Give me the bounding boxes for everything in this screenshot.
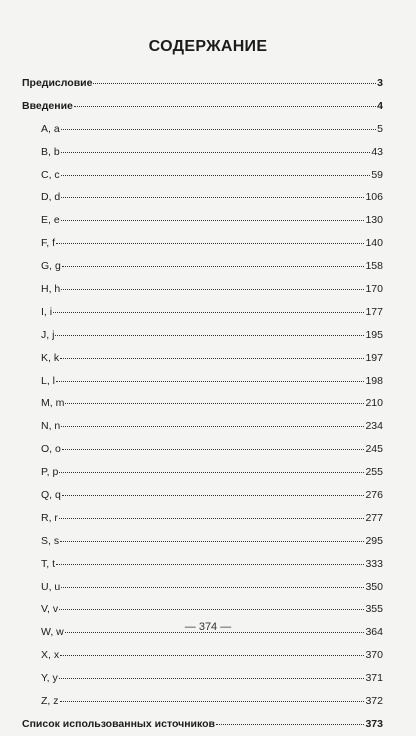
toc-entry-page-number: 197 [365, 351, 383, 364]
toc-entry-page-number: 210 [365, 397, 383, 410]
toc-entry-label: H, h [41, 283, 61, 296]
dot-leader [61, 220, 365, 221]
toc-entry-page-number: 364 [365, 626, 383, 639]
dot-leader [59, 678, 365, 679]
toc-entry-page-number: 198 [365, 374, 383, 387]
toc-entry-page-number: 234 [365, 420, 383, 433]
page-number: — 374 — [184, 621, 232, 633]
toc-entry [22, 576, 383, 599]
toc-entry-label: M, m [41, 397, 65, 410]
toc-entry-page-number: 370 [365, 649, 383, 662]
toc-entry [22, 278, 383, 301]
toc-entry [22, 301, 383, 324]
toc-entry-page-number: 277 [365, 511, 383, 524]
toc-entry [22, 209, 383, 232]
toc-entry [22, 95, 383, 118]
toc-entry [22, 141, 383, 164]
toc-entry-label: N, n [41, 420, 61, 433]
table-of-contents [22, 72, 383, 736]
toc-entry-page-number: 177 [365, 305, 383, 318]
toc-entry-page-number: 355 [365, 603, 383, 616]
toc-entry-label: V, v [41, 603, 59, 616]
toc-entry-page-number: 276 [365, 489, 383, 502]
toc-entry-label: S, s [41, 534, 60, 547]
toc-entry-label: W, w [41, 626, 64, 639]
toc-entry-page-number: 43 [371, 145, 383, 158]
toc-entry-label: A, a [41, 122, 60, 135]
dot-leader [60, 655, 364, 656]
toc-entry [22, 164, 383, 187]
toc-entry-page-number: 245 [365, 443, 383, 456]
dot-leader [60, 358, 364, 359]
dot-leader [60, 701, 365, 702]
dot-leader [61, 129, 376, 130]
toc-entry [22, 232, 383, 255]
toc-entry-page-number: 295 [365, 534, 383, 547]
toc-entry-page-number: 3 [377, 77, 383, 89]
dot-leader [61, 587, 364, 588]
dot-leader [61, 426, 364, 427]
toc-entry-label: R, r [41, 511, 58, 524]
page-title: СОДЕРЖАНИЕ [148, 38, 268, 55]
toc-entry-label: C, c [41, 168, 60, 181]
toc-entry [22, 598, 383, 621]
toc-entry-label: X, x [41, 649, 60, 662]
toc-entry-label: F, f [41, 237, 56, 250]
dot-leader [62, 495, 365, 496]
toc-entry [22, 644, 383, 667]
toc-entry [22, 118, 383, 141]
dot-leader [74, 106, 376, 107]
toc-entry [22, 324, 383, 347]
toc-entry-label: J, j [41, 328, 55, 341]
toc-entry-label: G, g [41, 260, 61, 273]
toc-entry-label: D, d [41, 191, 61, 204]
dot-leader [56, 243, 364, 244]
dot-leader [61, 175, 371, 176]
toc-entry-label: Y, y [41, 672, 58, 685]
toc-entry [22, 667, 383, 690]
dot-leader [62, 449, 365, 450]
toc-entry-label: Список использованных источников [22, 717, 215, 730]
dot-leader [60, 541, 364, 542]
toc-entry-page-number: 170 [365, 283, 383, 296]
toc-entry [22, 507, 383, 530]
dot-leader [65, 403, 364, 404]
toc-entry-label: O, o [41, 443, 61, 456]
toc-entry-page-number: 372 [365, 695, 383, 708]
dot-leader [61, 152, 371, 153]
dot-leader [56, 564, 364, 565]
toc-entry [22, 484, 383, 507]
toc-entry-label: K, k [41, 351, 60, 364]
dot-leader [93, 83, 376, 84]
dot-leader [59, 518, 365, 519]
toc-entry-page-number: 373 [365, 717, 383, 730]
toc-entry-label: T, t [41, 557, 56, 570]
toc-entry [22, 530, 383, 553]
toc-entry-label: L, l [41, 374, 56, 387]
dot-leader [62, 266, 365, 267]
toc-entry [22, 392, 383, 415]
toc-entry-label: Z, z [41, 695, 59, 708]
toc-entry-label: B, b [41, 145, 60, 158]
toc-entry-label: U, u [41, 580, 61, 593]
toc-entry [22, 553, 383, 576]
toc-entry-label: Введение [22, 99, 73, 112]
toc-entry-page-number: 59 [371, 168, 383, 181]
toc-entry-page-number: 5 [377, 122, 383, 135]
toc-entry-page-number: 130 [365, 214, 383, 227]
toc-entry-page-number: 140 [365, 237, 383, 250]
dot-leader [59, 472, 364, 473]
dot-leader [55, 335, 364, 336]
toc-entry [22, 461, 383, 484]
toc-entry [22, 255, 383, 278]
toc-entry-label: P, p [41, 466, 59, 479]
dot-leader [53, 312, 364, 313]
toc-entry-page-number: 371 [365, 672, 383, 685]
toc-entry-page-number: 4 [377, 99, 383, 112]
toc-entry [22, 690, 383, 713]
dot-leader [61, 197, 364, 198]
toc-entry-page-number: 195 [365, 328, 383, 341]
toc-entry-page-number: 333 [365, 557, 383, 570]
toc-entry-page-number: 106 [365, 191, 383, 204]
toc-entry-page-number: 350 [365, 580, 383, 593]
toc-entry [22, 370, 383, 393]
toc-entry [22, 186, 383, 209]
toc-entry [22, 415, 383, 438]
dot-leader [56, 381, 364, 382]
toc-entry [22, 72, 383, 95]
toc-entry-label: Q, q [41, 489, 61, 502]
toc-entry-label: E, e [41, 214, 60, 227]
toc-entry-page-number: 158 [365, 260, 383, 273]
toc-entry-label: I, i [41, 305, 53, 318]
toc-entry [22, 438, 383, 461]
toc-entry-page-number: 255 [365, 466, 383, 479]
toc-entry [22, 347, 383, 370]
toc-entry-label: Предисловие [22, 77, 93, 89]
dot-leader [216, 724, 364, 725]
dot-leader [61, 289, 364, 290]
toc-entry [22, 713, 383, 736]
dot-leader [59, 609, 364, 610]
